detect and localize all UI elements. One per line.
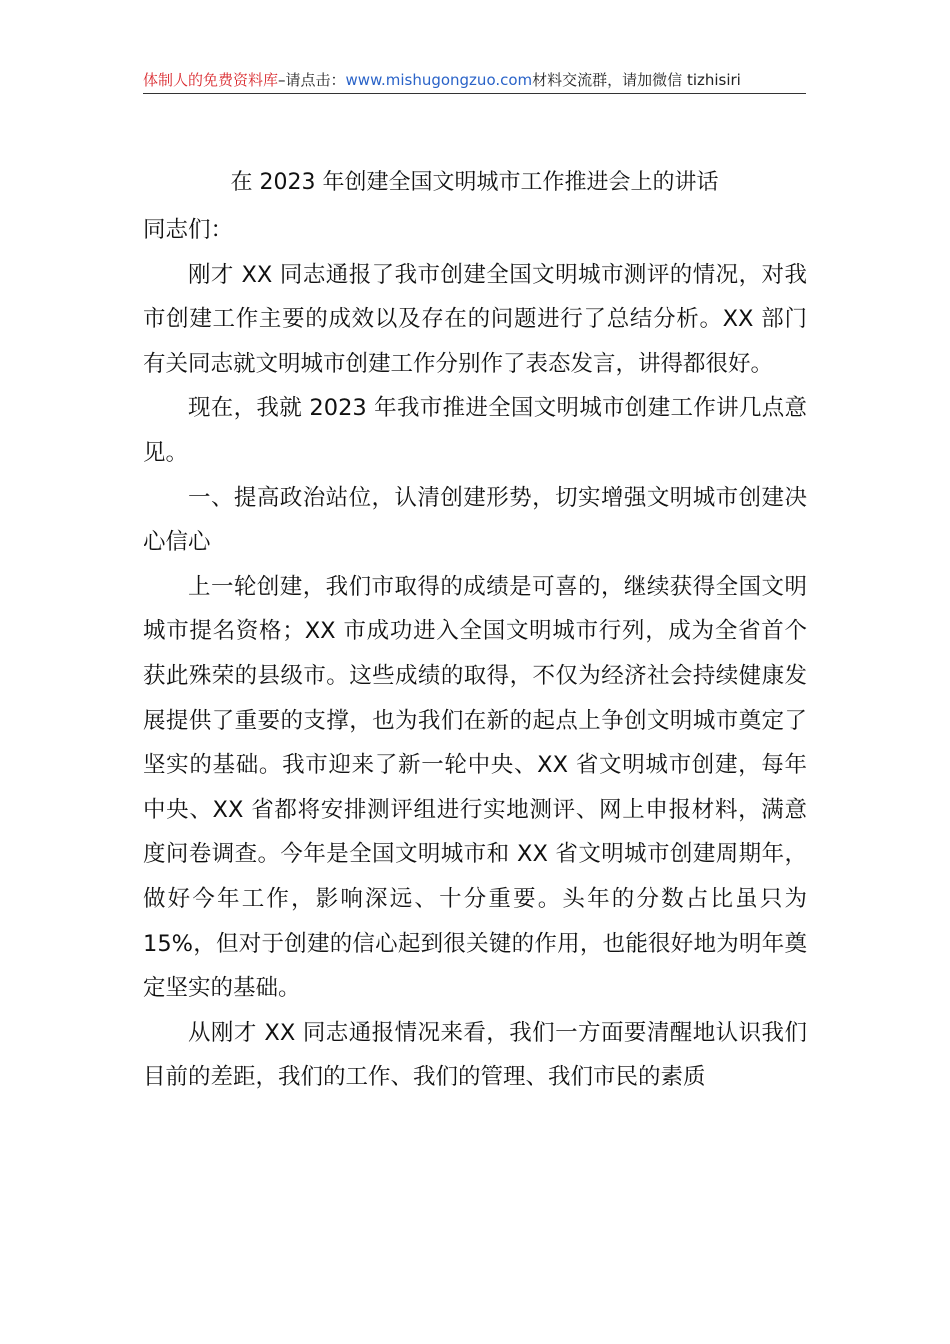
document-title: 在 2023 年创建全国文明城市工作推进会上的讲话: [230, 170, 719, 195]
header-url-link[interactable]: www.mishugongzuo.com: [345, 71, 533, 89]
document-body: [143, 208, 807, 1100]
section-heading: 一、提高政治站位，认清创建形势，切实增强文明城市创建决心信心: [143, 484, 807, 556]
header-divider: [143, 93, 806, 94]
header-contact-text: 材料交流群，请加微信 tizhisiri: [532, 71, 741, 89]
header-prompt: –请点击：: [278, 71, 346, 89]
paragraph: 上一轮创建，我们市取得的成绩是可喜的，继续获得全国文明城市提名资格；XX 市成功进入全国文明城市行列，成为全省首个获此殊荣的县级市。这些成绩的取得，不仅为经济社会持续健康发展提供了重要的支撑，也为我们在新的起点上争创文明城市奠定了坚实的基础。我市迎来了新一轮中央、XX 省文明城市创建，每年中央、XX 省都将安排测评组进行实地测评、网上申报材料，满意度问卷调查。今年是全国文明城市和 XX 省文明城市创建周期年，做好今年工作，影响深远、十分重要。头年的分数占比虽只为 15%，但对于创建的信心起到很关键的作用，也能很好地为明年奠定坚实的基础。: [143, 573, 807, 1002]
paragraph: 从刚才 XX 同志通报情况来看，我们一方面要清醒地认识我们目前的差距，我们的工作、我们的管理、我们市民的素质: [143, 1019, 807, 1091]
header-brand: 体制人的免费资料库: [143, 71, 279, 89]
paragraph: 现在，我就 2023 年我市推进全国文明城市创建工作讲几点意见。: [143, 395, 807, 466]
salutation: 同志们：: [143, 217, 234, 243]
page-header: [143, 69, 806, 91]
paragraph: 刚才 XX 同志通报了我市创建全国文明城市测评的情况，对我市创建工作主要的成效以及存在的问题进行了总结分析。XX 部门有关同志就文明城市创建工作分别作了表态发言，讲得都很好。: [143, 261, 807, 377]
